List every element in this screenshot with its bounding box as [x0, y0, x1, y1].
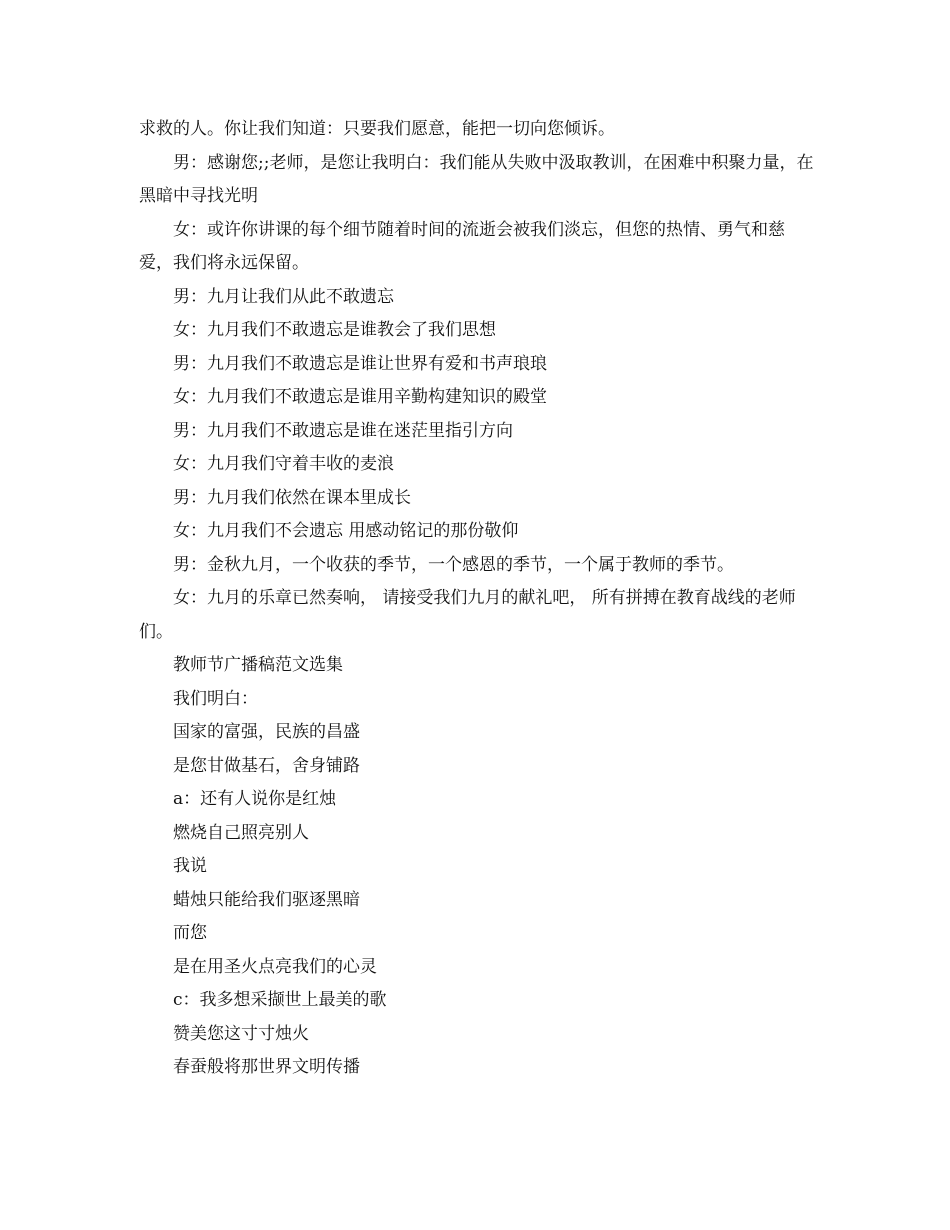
paragraph: 男：金秋九月，一个收获的季节，一个感恩的季节，一个属于教师的季节。 [173, 554, 734, 575]
paragraph: 男：九月我们依然在课本里成长 [173, 487, 411, 508]
section-heading: 教师节广播稿范文选集 [173, 655, 343, 675]
poem-line: 赞美您这寸寸烛火 [173, 1023, 309, 1044]
paragraph: 女：九月的乐章已然奏响， 请接受我们九月的献礼吧， 所有拼搏在教育战线的老师们。 [139, 588, 796, 642]
poem-line: 国家的富强，民族的昌盛 [173, 722, 360, 742]
paragraph: 女：或许你讲课的每个细节随着时间的流逝会被我们淡忘，但您的热情、勇气和慈爱，我们将永远保留。 [139, 219, 785, 273]
poem-line: 我们明白： [173, 688, 258, 709]
poem-line: c：我多想采撷世上最美的歌 [173, 990, 387, 1010]
poem-line: 是您甘做基石，舍身铺路 [173, 755, 360, 776]
paragraph: 女：九月我们不敢遗忘是谁用辛勤构建知识的殿堂 [173, 387, 547, 407]
paragraph: 女：九月我们不敢遗忘是谁教会了我们思想 [173, 320, 496, 340]
poem-line: 燃烧自己照亮别人 [173, 822, 309, 843]
paragraph: 男：九月我们不敢遗忘是谁在迷茫里指引方向 [173, 420, 513, 441]
poem-line: 是在用圣火点亮我们的心灵 [173, 956, 377, 977]
paragraph: 女：九月我们守着丰收的麦浪 [173, 454, 394, 474]
paragraph: 男：九月让我们从此不敢遗忘 [173, 286, 394, 307]
paragraph: 男：九月我们不敢遗忘是谁让世界有爱和书声琅琅 [173, 353, 547, 374]
poem-line: 春蚕般将那世界文明传播 [173, 1057, 360, 1077]
poem-line: 蜡烛只能给我们驱逐黑暗 [173, 889, 360, 910]
paragraph: 女：九月我们不会遗忘 用感动铭记的那份敬仰 [173, 521, 519, 541]
paragraph: 求救的人。你让我们知道：只要我们愿意，能把一切向您倾诉。 [139, 119, 615, 139]
paragraph: 男：感谢您;;老师，是您让我明白：我们能从失败中汲取教训，在困难中积聚力量，在黑暗中寻找光明 [139, 152, 814, 206]
document-body [139, 113, 815, 1085]
poem-line: 而您 [173, 923, 207, 943]
poem-line: 我说 [173, 856, 207, 876]
poem-line: a：还有人说你是红烛 [173, 789, 337, 809]
